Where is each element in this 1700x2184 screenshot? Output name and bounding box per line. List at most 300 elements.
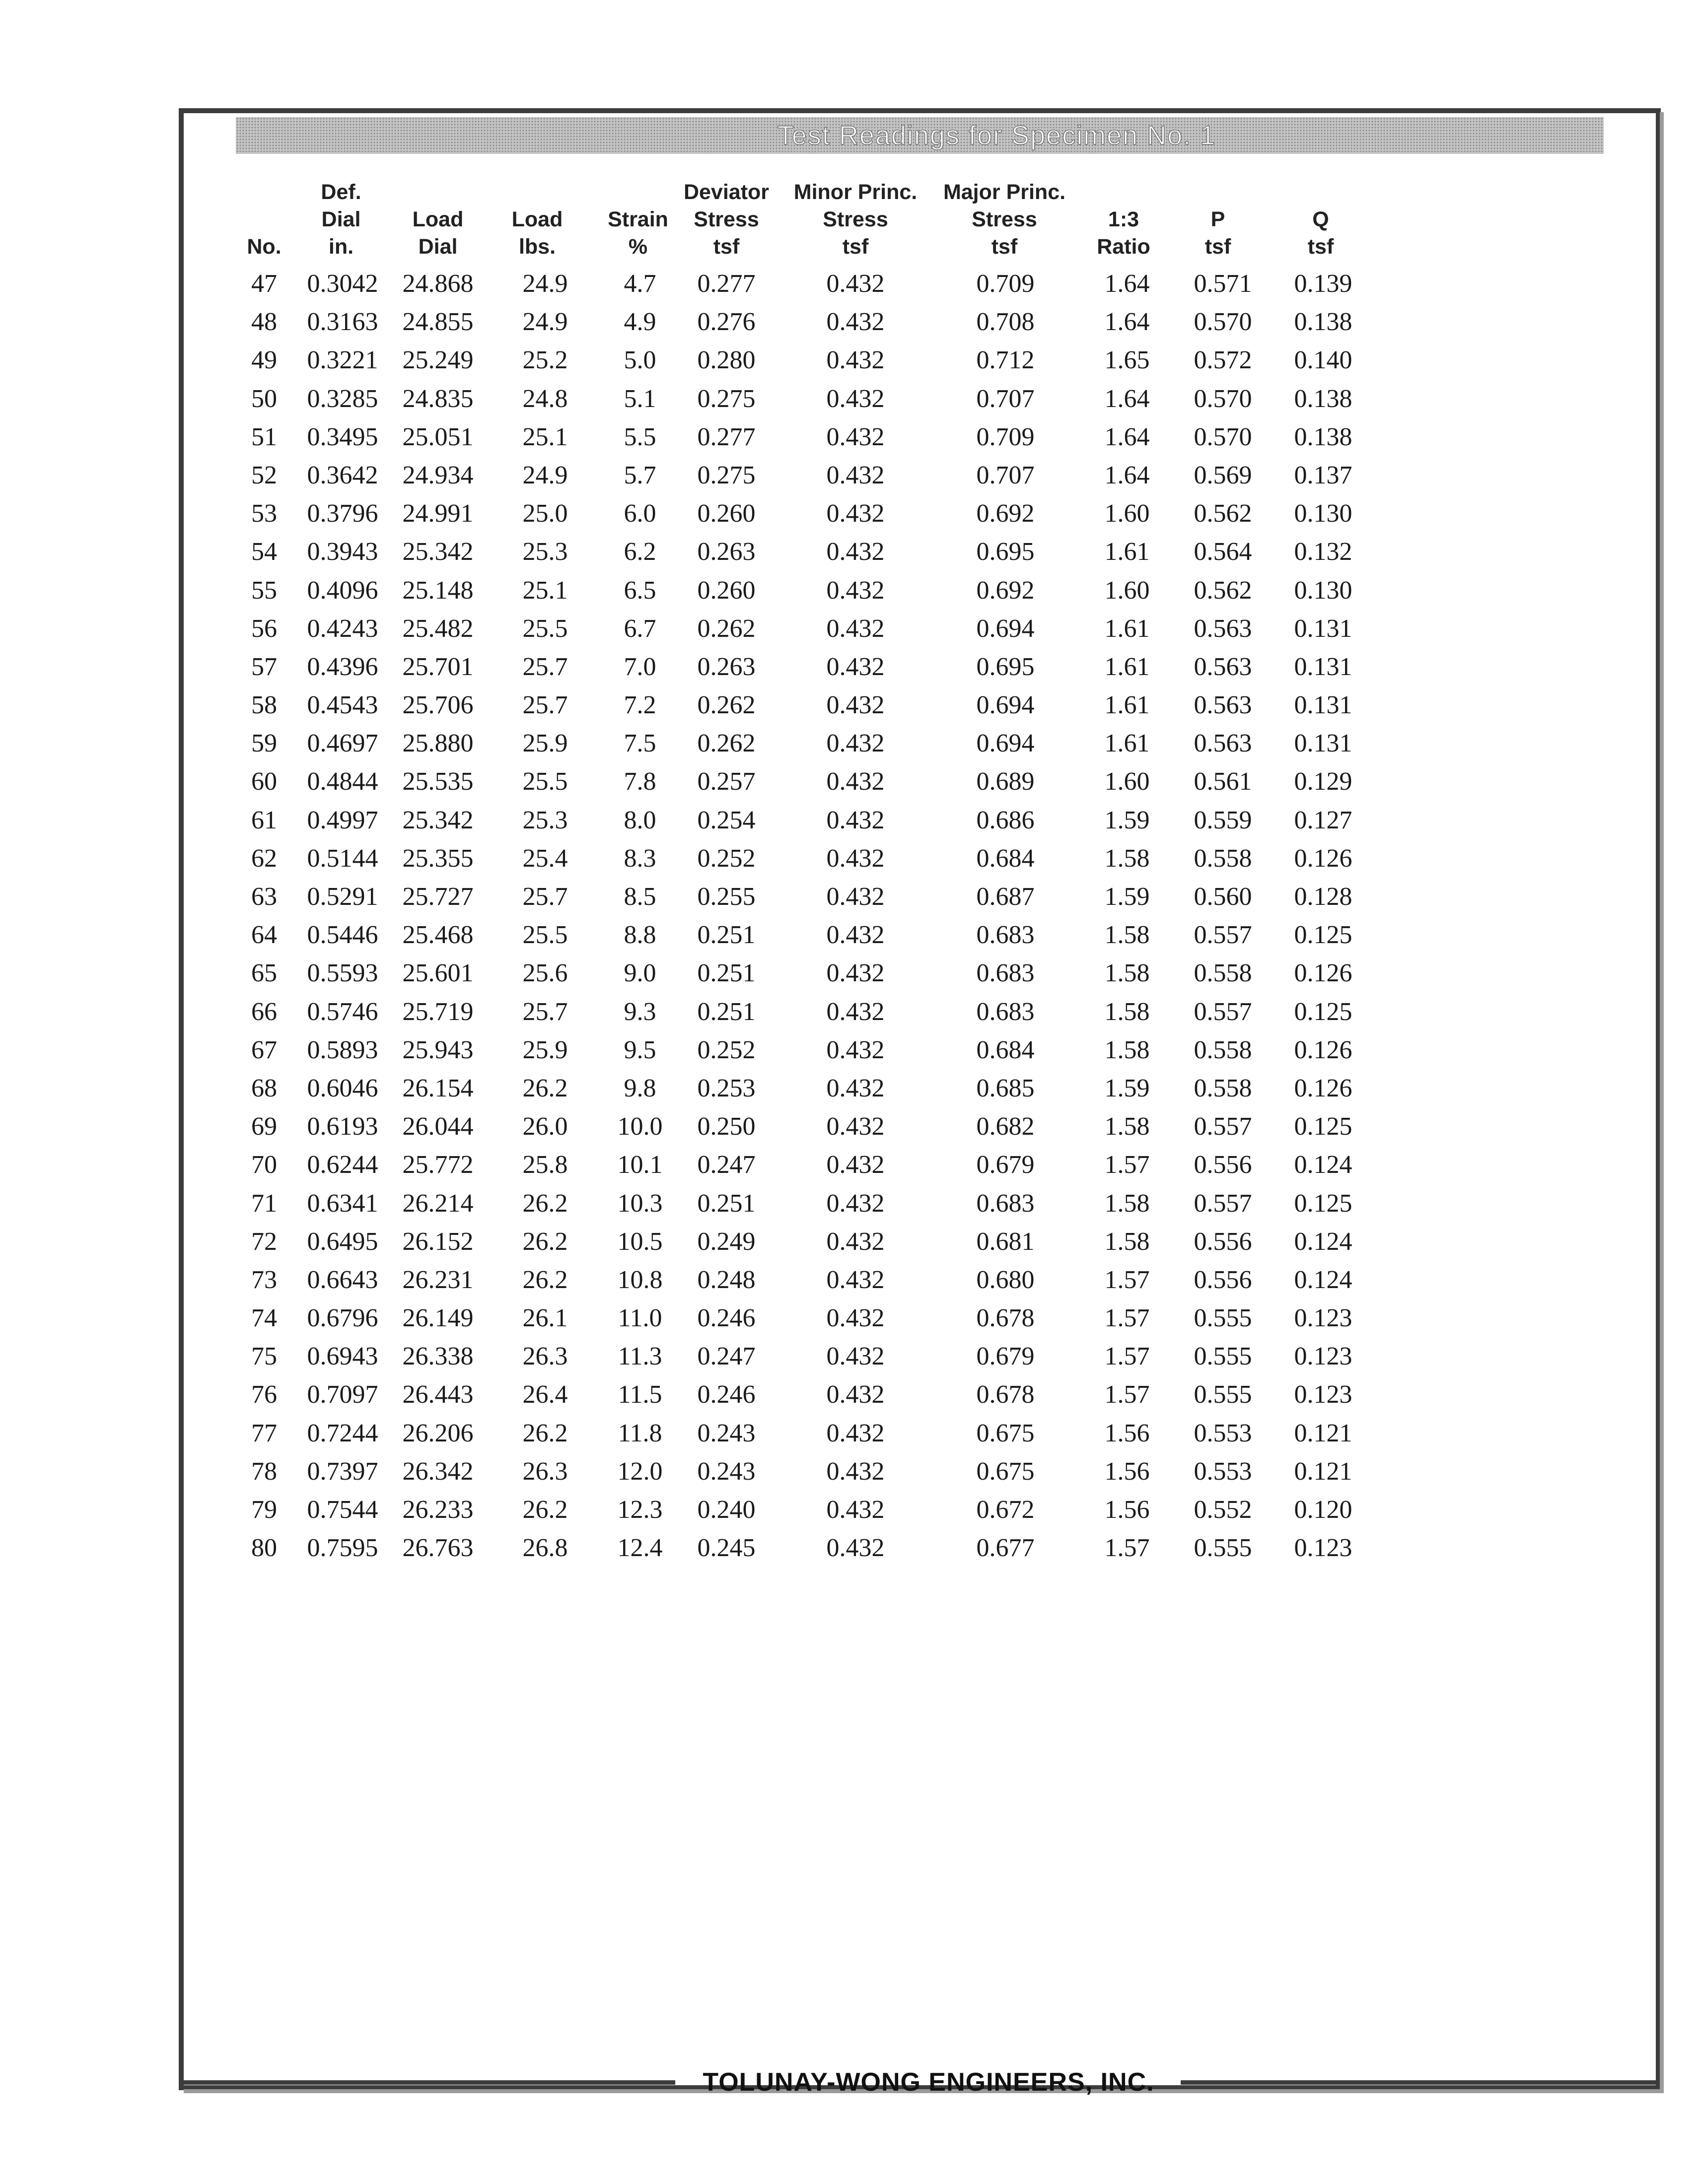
cell-no: 64 bbox=[251, 921, 277, 950]
cell-deviator: 0.248 bbox=[697, 1265, 756, 1294]
cell-def-dial: 0.5746 bbox=[307, 997, 378, 1026]
table-row bbox=[233, 1303, 1415, 1342]
cell-load-lbs: 25.5 bbox=[522, 921, 568, 950]
cell-load-dial: 25.051 bbox=[402, 422, 474, 451]
table-row bbox=[233, 614, 1415, 652]
title-banner bbox=[236, 117, 1604, 154]
column-header-major bbox=[943, 179, 1065, 261]
cell-deviator: 0.262 bbox=[697, 614, 756, 643]
cell-strain: 10.5 bbox=[617, 1227, 663, 1256]
cell-def-dial: 0.3796 bbox=[307, 499, 378, 528]
column-header-line: Stress bbox=[823, 207, 888, 231]
cell-deviator: 0.245 bbox=[697, 1534, 756, 1563]
column-header-def-dial bbox=[321, 179, 361, 261]
cell-load-dial: 25.701 bbox=[402, 652, 474, 681]
table-row bbox=[233, 307, 1415, 345]
cell-minor: 0.432 bbox=[826, 1227, 885, 1256]
cell-major: 0.679 bbox=[976, 1151, 1035, 1179]
cell-deviator: 0.251 bbox=[697, 1189, 756, 1218]
table-row bbox=[233, 1227, 1415, 1265]
cell-load-dial: 26.149 bbox=[402, 1304, 474, 1333]
cell-ratio: 1.57 bbox=[1104, 1380, 1150, 1409]
cell-load-dial: 26.443 bbox=[402, 1380, 474, 1409]
cell-major: 0.684 bbox=[976, 844, 1035, 873]
cell-strain: 4.7 bbox=[624, 270, 656, 298]
cell-deviator: 0.247 bbox=[697, 1151, 756, 1179]
cell-q: 0.125 bbox=[1294, 921, 1352, 950]
cell-deviator: 0.249 bbox=[697, 1227, 756, 1256]
cell-minor: 0.432 bbox=[826, 308, 885, 337]
cell-def-dial: 0.5144 bbox=[307, 844, 378, 873]
column-header-line: Def. bbox=[321, 180, 361, 204]
cell-no: 66 bbox=[251, 997, 277, 1026]
cell-q: 0.132 bbox=[1294, 538, 1352, 566]
cell-q: 0.131 bbox=[1294, 652, 1352, 681]
cell-strain: 8.5 bbox=[624, 883, 656, 911]
cell-q: 0.121 bbox=[1294, 1457, 1352, 1486]
cell-no: 67 bbox=[251, 1035, 277, 1064]
cell-deviator: 0.246 bbox=[697, 1304, 756, 1333]
cell-def-dial: 0.3221 bbox=[307, 346, 378, 375]
cell-minor: 0.432 bbox=[826, 767, 885, 796]
table-row bbox=[233, 1112, 1415, 1150]
cell-load-lbs: 25.7 bbox=[522, 652, 568, 681]
cell-ratio: 1.58 bbox=[1104, 1227, 1150, 1256]
cell-major: 0.707 bbox=[976, 461, 1035, 489]
table-row bbox=[233, 767, 1415, 805]
cell-q: 0.126 bbox=[1294, 1074, 1352, 1102]
column-header-p bbox=[1205, 206, 1231, 261]
cell-load-lbs: 26.2 bbox=[522, 1419, 568, 1447]
column-header-no bbox=[247, 233, 281, 261]
cell-no: 49 bbox=[251, 346, 277, 375]
cell-major: 0.709 bbox=[976, 270, 1035, 298]
cell-load-dial: 25.719 bbox=[402, 997, 474, 1026]
cell-minor: 0.432 bbox=[826, 1035, 885, 1064]
cell-strain: 9.8 bbox=[624, 1074, 656, 1102]
table-row bbox=[233, 882, 1415, 920]
cell-deviator: 0.263 bbox=[697, 538, 756, 566]
cell-strain: 10.8 bbox=[617, 1265, 663, 1294]
cell-major: 0.678 bbox=[976, 1380, 1035, 1409]
cell-major: 0.687 bbox=[976, 883, 1035, 911]
cell-load-dial: 25.249 bbox=[402, 346, 474, 375]
cell-ratio: 1.60 bbox=[1104, 576, 1150, 605]
cell-q: 0.126 bbox=[1294, 844, 1352, 873]
column-header-line: Load bbox=[511, 207, 563, 231]
cell-load-lbs: 24.9 bbox=[522, 461, 568, 489]
column-header-line: Deviator bbox=[683, 180, 770, 204]
cell-no: 76 bbox=[251, 1380, 277, 1409]
column-header-line: 1:3 bbox=[1108, 207, 1139, 231]
cell-major: 0.695 bbox=[976, 538, 1035, 566]
cell-ratio: 1.57 bbox=[1104, 1151, 1150, 1179]
cell-def-dial: 0.4096 bbox=[307, 576, 378, 605]
cell-ratio: 1.56 bbox=[1104, 1496, 1150, 1524]
column-header-line: No. bbox=[247, 235, 282, 259]
cell-p: 0.558 bbox=[1194, 1035, 1252, 1064]
cell-p: 0.562 bbox=[1194, 499, 1252, 528]
cell-strain: 5.0 bbox=[624, 346, 656, 375]
cell-ratio: 1.64 bbox=[1104, 270, 1150, 298]
cell-def-dial: 0.6046 bbox=[307, 1074, 378, 1102]
cell-minor: 0.432 bbox=[826, 1074, 885, 1102]
cell-no: 68 bbox=[251, 1074, 277, 1102]
cell-ratio: 1.56 bbox=[1104, 1419, 1150, 1447]
cell-major: 0.679 bbox=[976, 1342, 1035, 1371]
cell-minor: 0.432 bbox=[826, 883, 885, 911]
column-header-line: Major Princ. bbox=[943, 180, 1066, 204]
cell-load-dial: 26.152 bbox=[402, 1227, 474, 1256]
cell-major: 0.694 bbox=[976, 729, 1035, 758]
column-header-line: tsf bbox=[991, 235, 1018, 259]
cell-strain: 7.5 bbox=[624, 729, 656, 758]
cell-no: 79 bbox=[251, 1496, 277, 1524]
cell-p: 0.562 bbox=[1194, 576, 1252, 605]
cell-load-dial: 25.943 bbox=[402, 1035, 474, 1064]
cell-minor: 0.432 bbox=[826, 652, 885, 681]
column-header-line: Dial bbox=[418, 235, 458, 259]
cell-strain: 6.2 bbox=[624, 538, 656, 566]
cell-minor: 0.432 bbox=[826, 1112, 885, 1141]
frame-shadow-right bbox=[1660, 112, 1664, 2093]
cell-no: 77 bbox=[251, 1419, 277, 1447]
cell-ratio: 1.57 bbox=[1104, 1304, 1150, 1333]
cell-def-dial: 0.3042 bbox=[307, 270, 378, 298]
cell-p: 0.552 bbox=[1194, 1496, 1252, 1524]
table-title: Test Readings for Specimen No. 1 bbox=[777, 121, 1216, 150]
cell-major: 0.707 bbox=[976, 384, 1035, 413]
cell-p: 0.563 bbox=[1194, 691, 1252, 720]
cell-ratio: 1.64 bbox=[1104, 422, 1150, 451]
cell-p: 0.555 bbox=[1194, 1380, 1252, 1409]
cell-p: 0.570 bbox=[1194, 422, 1252, 451]
cell-deviator: 0.252 bbox=[697, 844, 756, 873]
cell-load-lbs: 25.0 bbox=[522, 499, 568, 528]
table-header bbox=[233, 176, 1415, 261]
cell-strain: 8.0 bbox=[624, 806, 656, 834]
column-header-line: lbs. bbox=[518, 235, 556, 259]
cell-p: 0.571 bbox=[1194, 270, 1252, 298]
cell-major: 0.692 bbox=[976, 499, 1035, 528]
cell-minor: 0.432 bbox=[826, 1189, 885, 1218]
cell-def-dial: 0.7397 bbox=[307, 1457, 378, 1486]
cell-no: 53 bbox=[251, 499, 277, 528]
cell-ratio: 1.58 bbox=[1104, 959, 1150, 988]
cell-deviator: 0.250 bbox=[697, 1112, 756, 1141]
cell-p: 0.558 bbox=[1194, 959, 1252, 988]
cell-no: 60 bbox=[251, 767, 277, 796]
cell-deviator: 0.277 bbox=[697, 270, 756, 298]
cell-load-lbs: 24.9 bbox=[522, 308, 568, 337]
cell-load-dial: 25.706 bbox=[402, 691, 474, 720]
cell-p: 0.558 bbox=[1194, 844, 1252, 873]
cell-strain: 9.5 bbox=[624, 1035, 656, 1064]
cell-major: 0.675 bbox=[976, 1419, 1035, 1447]
cell-p: 0.569 bbox=[1194, 461, 1252, 489]
cell-no: 57 bbox=[251, 652, 277, 681]
cell-load-dial: 26.044 bbox=[402, 1112, 474, 1141]
cell-major: 0.682 bbox=[976, 1112, 1035, 1141]
column-header-line: Strain bbox=[608, 207, 668, 231]
cell-ratio: 1.58 bbox=[1104, 1035, 1150, 1064]
cell-p: 0.561 bbox=[1194, 767, 1252, 796]
cell-q: 0.138 bbox=[1294, 308, 1352, 337]
cell-no: 73 bbox=[251, 1265, 277, 1294]
column-header-line: tsf bbox=[1307, 235, 1334, 259]
cell-no: 50 bbox=[251, 384, 277, 413]
column-header-load-dial bbox=[413, 206, 464, 261]
table-row bbox=[233, 958, 1415, 997]
cell-strain: 9.0 bbox=[624, 959, 656, 988]
cell-strain: 11.0 bbox=[618, 1304, 662, 1333]
cell-load-lbs: 25.7 bbox=[522, 997, 568, 1026]
column-header-deviator bbox=[684, 179, 769, 261]
cell-minor: 0.432 bbox=[826, 1342, 885, 1371]
cell-def-dial: 0.4543 bbox=[307, 691, 378, 720]
cell-no: 55 bbox=[251, 576, 277, 605]
cell-def-dial: 0.7544 bbox=[307, 1496, 378, 1524]
cell-minor: 0.432 bbox=[826, 346, 885, 375]
cell-strain: 11.5 bbox=[618, 1380, 662, 1409]
cell-load-dial: 25.772 bbox=[402, 1151, 474, 1179]
cell-q: 0.124 bbox=[1294, 1151, 1352, 1179]
cell-def-dial: 0.6643 bbox=[307, 1265, 378, 1294]
cell-no: 72 bbox=[251, 1227, 277, 1256]
cell-ratio: 1.61 bbox=[1104, 614, 1150, 643]
cell-major: 0.683 bbox=[976, 921, 1035, 950]
cell-load-dial: 26.154 bbox=[402, 1074, 474, 1102]
cell-strain: 4.9 bbox=[624, 308, 656, 337]
cell-deviator: 0.257 bbox=[697, 767, 756, 796]
cell-def-dial: 0.6341 bbox=[307, 1189, 378, 1218]
cell-p: 0.559 bbox=[1194, 806, 1252, 834]
cell-deviator: 0.255 bbox=[697, 883, 756, 911]
cell-load-dial: 25.727 bbox=[402, 883, 474, 911]
cell-major: 0.685 bbox=[976, 1074, 1035, 1102]
cell-load-lbs: 25.9 bbox=[522, 1035, 568, 1064]
column-header-minor bbox=[794, 179, 917, 261]
table-row bbox=[233, 461, 1415, 499]
cell-ratio: 1.59 bbox=[1104, 806, 1150, 834]
cell-load-dial: 24.855 bbox=[402, 308, 474, 337]
cell-def-dial: 0.5446 bbox=[307, 921, 378, 950]
footer-rule-left bbox=[184, 2080, 675, 2085]
cell-p: 0.570 bbox=[1194, 308, 1252, 337]
cell-p: 0.563 bbox=[1194, 729, 1252, 758]
cell-ratio: 1.58 bbox=[1104, 921, 1150, 950]
cell-no: 54 bbox=[251, 538, 277, 566]
cell-load-dial: 25.468 bbox=[402, 921, 474, 950]
cell-deviator: 0.246 bbox=[697, 1380, 756, 1409]
cell-major: 0.695 bbox=[976, 652, 1035, 681]
cell-p: 0.557 bbox=[1194, 921, 1252, 950]
cell-def-dial: 0.4396 bbox=[307, 652, 378, 681]
column-header-line: Ratio bbox=[1097, 235, 1150, 259]
cell-ratio: 1.58 bbox=[1104, 1112, 1150, 1141]
cell-deviator: 0.240 bbox=[697, 1496, 756, 1524]
cell-load-dial: 25.355 bbox=[402, 844, 474, 873]
cell-def-dial: 0.4243 bbox=[307, 614, 378, 643]
cell-strain: 7.0 bbox=[624, 652, 656, 681]
cell-major: 0.689 bbox=[976, 767, 1035, 796]
cell-q: 0.125 bbox=[1294, 1112, 1352, 1141]
cell-ratio: 1.64 bbox=[1104, 461, 1150, 489]
cell-ratio: 1.58 bbox=[1104, 997, 1150, 1026]
cell-p: 0.564 bbox=[1194, 538, 1252, 566]
cell-load-lbs: 26.0 bbox=[522, 1112, 568, 1141]
cell-minor: 0.432 bbox=[826, 1304, 885, 1333]
cell-minor: 0.432 bbox=[826, 538, 885, 566]
table-row bbox=[233, 1495, 1415, 1533]
cell-strain: 12.3 bbox=[617, 1496, 663, 1524]
cell-no: 48 bbox=[251, 308, 277, 337]
cell-q: 0.138 bbox=[1294, 384, 1352, 413]
cell-deviator: 0.275 bbox=[697, 461, 756, 489]
cell-p: 0.553 bbox=[1194, 1457, 1252, 1486]
footer-rule-right bbox=[1181, 2080, 1660, 2085]
cell-ratio: 1.61 bbox=[1104, 691, 1150, 720]
cell-q: 0.120 bbox=[1294, 1496, 1352, 1524]
cell-load-dial: 25.482 bbox=[402, 614, 474, 643]
cell-p: 0.557 bbox=[1194, 1189, 1252, 1218]
column-header-line: tsf bbox=[842, 235, 869, 259]
cell-no: 75 bbox=[251, 1342, 277, 1371]
cell-load-lbs: 26.1 bbox=[522, 1304, 568, 1333]
cell-strain: 6.7 bbox=[624, 614, 656, 643]
cell-load-lbs: 25.1 bbox=[522, 422, 568, 451]
cell-def-dial: 0.4844 bbox=[307, 767, 378, 796]
column-header-line: Q bbox=[1312, 207, 1329, 231]
cell-p: 0.555 bbox=[1194, 1534, 1252, 1563]
cell-major: 0.686 bbox=[976, 806, 1035, 834]
table-row bbox=[233, 844, 1415, 882]
cell-q: 0.124 bbox=[1294, 1265, 1352, 1294]
cell-q: 0.130 bbox=[1294, 499, 1352, 528]
table-row bbox=[233, 1380, 1415, 1418]
company-name: TOLUNAY-WONG ENGINEERS, INC. bbox=[703, 2068, 1154, 2097]
cell-q: 0.125 bbox=[1294, 997, 1352, 1026]
cell-major: 0.694 bbox=[976, 614, 1035, 643]
table-row bbox=[233, 1074, 1415, 1112]
table-row bbox=[233, 422, 1415, 461]
cell-ratio: 1.57 bbox=[1104, 1265, 1150, 1294]
cell-no: 58 bbox=[251, 691, 277, 720]
cell-load-lbs: 26.2 bbox=[522, 1074, 568, 1102]
cell-q: 0.123 bbox=[1294, 1342, 1352, 1371]
cell-load-lbs: 25.5 bbox=[522, 767, 568, 796]
cell-major: 0.692 bbox=[976, 576, 1035, 605]
cell-minor: 0.432 bbox=[826, 729, 885, 758]
cell-no: 52 bbox=[251, 461, 277, 489]
cell-no: 51 bbox=[251, 422, 277, 451]
table-row bbox=[233, 1265, 1415, 1303]
cell-ratio: 1.65 bbox=[1104, 346, 1150, 375]
cell-q: 0.130 bbox=[1294, 576, 1352, 605]
cell-minor: 0.432 bbox=[826, 1496, 885, 1524]
cell-load-lbs: 25.9 bbox=[522, 729, 568, 758]
cell-def-dial: 0.6796 bbox=[307, 1304, 378, 1333]
cell-p: 0.563 bbox=[1194, 652, 1252, 681]
cell-q: 0.131 bbox=[1294, 729, 1352, 758]
cell-major: 0.709 bbox=[976, 422, 1035, 451]
cell-minor: 0.432 bbox=[826, 461, 885, 489]
cell-p: 0.563 bbox=[1194, 614, 1252, 643]
cell-load-lbs: 25.8 bbox=[522, 1151, 568, 1179]
column-header-line: Stress bbox=[972, 207, 1037, 231]
table-row bbox=[233, 1189, 1415, 1227]
cell-strain: 10.1 bbox=[617, 1151, 663, 1179]
cell-q: 0.139 bbox=[1294, 270, 1352, 298]
cell-deviator: 0.277 bbox=[697, 422, 756, 451]
cell-strain: 7.8 bbox=[624, 767, 656, 796]
cell-deviator: 0.254 bbox=[697, 806, 756, 834]
cell-def-dial: 0.7244 bbox=[307, 1419, 378, 1447]
cell-deviator: 0.275 bbox=[697, 384, 756, 413]
cell-q: 0.123 bbox=[1294, 1380, 1352, 1409]
cell-ratio: 1.59 bbox=[1104, 1074, 1150, 1102]
table-row bbox=[233, 537, 1415, 575]
cell-no: 63 bbox=[251, 883, 277, 911]
cell-deviator: 0.243 bbox=[697, 1457, 756, 1486]
cell-major: 0.680 bbox=[976, 1265, 1035, 1294]
cell-load-dial: 26.231 bbox=[402, 1265, 474, 1294]
cell-deviator: 0.276 bbox=[697, 308, 756, 337]
cell-deviator: 0.253 bbox=[697, 1074, 756, 1102]
cell-load-dial: 26.206 bbox=[402, 1419, 474, 1447]
cell-major: 0.708 bbox=[976, 308, 1035, 337]
cell-strain: 9.3 bbox=[624, 997, 656, 1026]
cell-minor: 0.432 bbox=[826, 1419, 885, 1447]
cell-load-dial: 24.934 bbox=[402, 461, 474, 489]
cell-p: 0.556 bbox=[1194, 1227, 1252, 1256]
cell-load-dial: 25.880 bbox=[402, 729, 474, 758]
cell-load-lbs: 25.7 bbox=[522, 691, 568, 720]
cell-deviator: 0.280 bbox=[697, 346, 756, 375]
cell-def-dial: 0.6244 bbox=[307, 1151, 378, 1179]
cell-load-lbs: 26.8 bbox=[522, 1534, 568, 1563]
cell-no: 65 bbox=[251, 959, 277, 988]
cell-minor: 0.432 bbox=[826, 270, 885, 298]
cell-p: 0.556 bbox=[1194, 1265, 1252, 1294]
column-header-line: tsf bbox=[1204, 235, 1231, 259]
table-row bbox=[233, 269, 1415, 307]
cell-load-lbs: 25.6 bbox=[522, 959, 568, 988]
table-row bbox=[233, 1035, 1415, 1074]
table-row bbox=[233, 384, 1415, 422]
cell-q: 0.124 bbox=[1294, 1227, 1352, 1256]
cell-p: 0.557 bbox=[1194, 997, 1252, 1026]
table-row bbox=[233, 1150, 1415, 1188]
cell-load-lbs: 26.2 bbox=[522, 1265, 568, 1294]
cell-ratio: 1.60 bbox=[1104, 499, 1150, 528]
cell-load-dial: 25.601 bbox=[402, 959, 474, 988]
cell-strain: 5.7 bbox=[624, 461, 656, 489]
cell-load-dial: 24.835 bbox=[402, 384, 474, 413]
cell-def-dial: 0.3163 bbox=[307, 308, 378, 337]
cell-major: 0.694 bbox=[976, 691, 1035, 720]
cell-strain: 6.0 bbox=[624, 499, 656, 528]
cell-deviator: 0.252 bbox=[697, 1035, 756, 1064]
cell-ratio: 1.64 bbox=[1104, 384, 1150, 413]
cell-load-dial: 25.342 bbox=[402, 538, 474, 566]
cell-major: 0.672 bbox=[976, 1496, 1035, 1524]
cell-load-lbs: 24.9 bbox=[522, 270, 568, 298]
cell-strain: 12.4 bbox=[617, 1534, 663, 1563]
cell-load-dial: 26.233 bbox=[402, 1496, 474, 1524]
column-header-q bbox=[1308, 206, 1334, 261]
cell-no: 70 bbox=[251, 1151, 277, 1179]
